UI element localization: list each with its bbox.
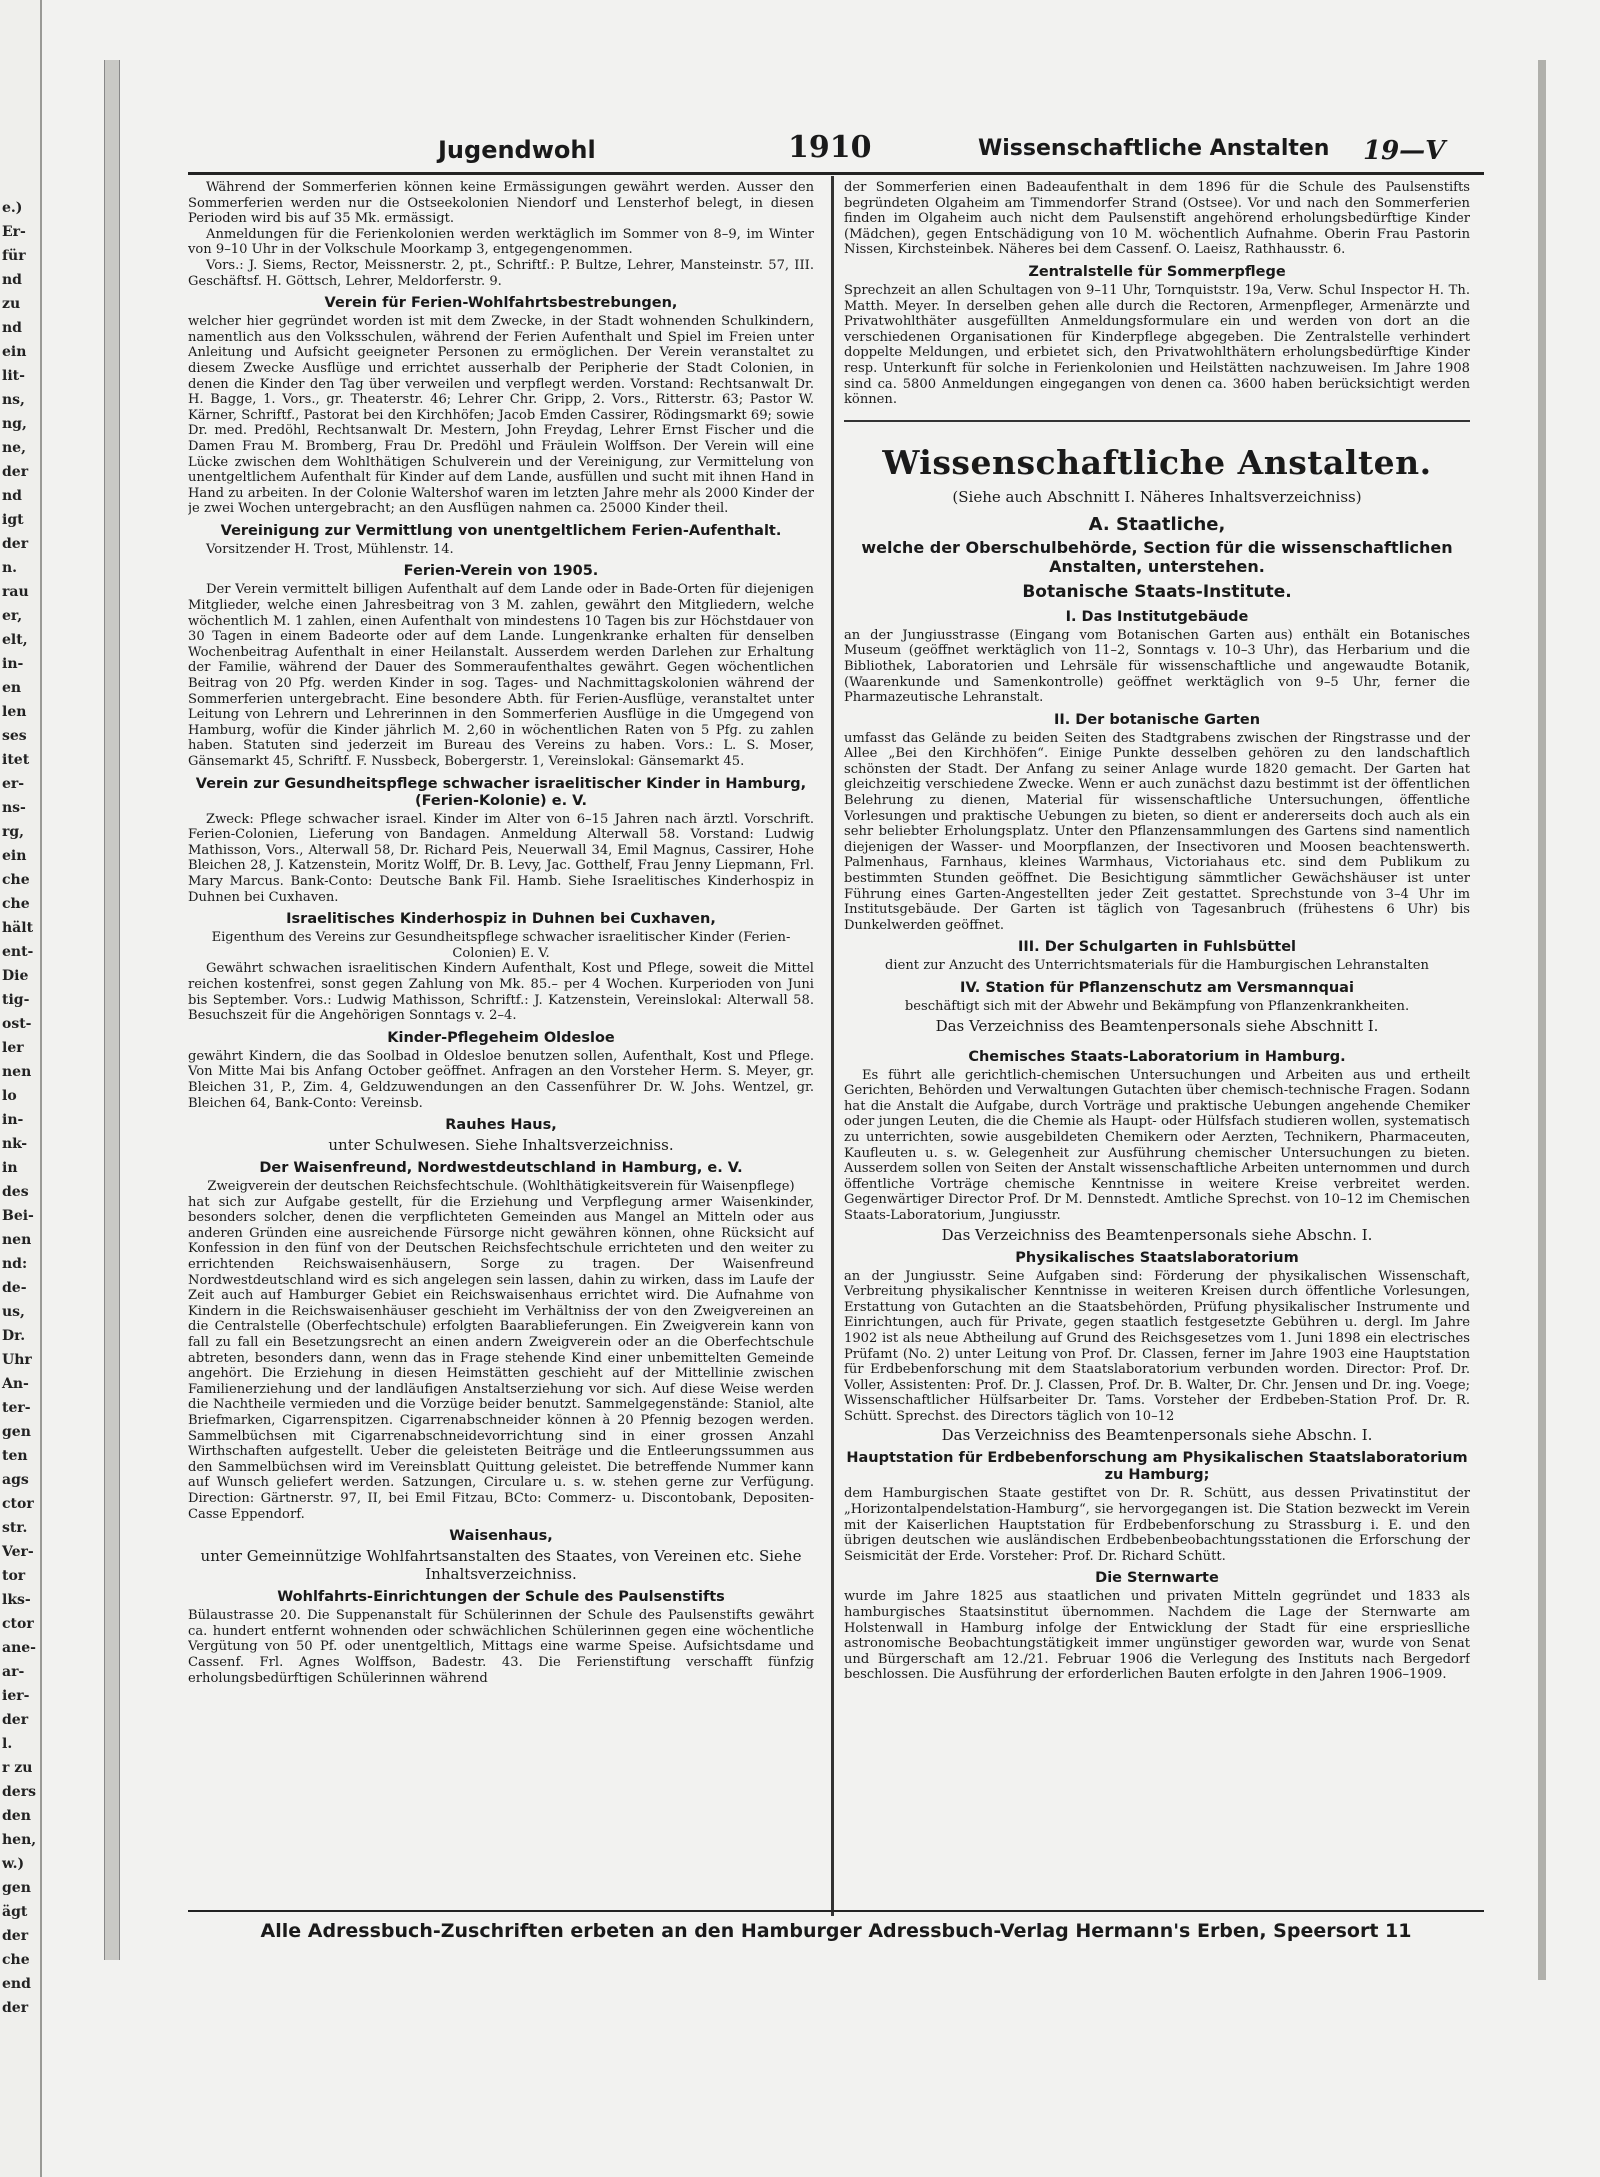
margin-fragment: rg, [2, 824, 25, 840]
margin-fragment: w.) [2, 1856, 25, 1872]
margin-fragment: ier- [2, 1688, 30, 1704]
margin-fragment: Bei- [2, 1208, 34, 1224]
margin-fragment: lks- [2, 1592, 31, 1608]
margin-fragment: che [2, 896, 30, 912]
margin-fragment: lit- [2, 368, 25, 384]
header-year: 1910 [788, 130, 872, 165]
margin-fragment: zu [2, 296, 21, 312]
paragraph: gewährt Kindern, die das Soolbad in Oldesloe benutzen sollen, Aufenthalt, Kost und Pflege. Von Mitte Mai bis Anfang October geöffnet. Anfragen an den Vorsteher Herm. S. Meyer, gr. Bleichen 31, P., Zim. 4, Geldzuwendungen an den Cassenführer Dr. W. Johs. Wentzel, gr. Bleichen 64, Bank-Conto: Vereinsb. [188, 1048, 814, 1111]
page-gutter [104, 60, 120, 1960]
margin-fragment: ter- [2, 1400, 31, 1416]
paragraph: Zweck: Pflege schwacher israel. Kinder im Alter von 6–15 Jahren nach ärztl. Vorschrift. Ferien-Colonien, Lieferung von Bandagen. Anmeldung Alterwall 58. Vorstand: Ludwig Mathisson, Vors., Alterwall 58, Dr. Richard Peis, Neuerwall 34, Emil Magnus, Cassirer, Hohe Bleichen 28, J. Katzenstein, Moritz Wolff, Dr. B. Levy, Jac. Gotthelf, Frau Jenny Liepmann, Frl. Mary Marcus. Bank-Conto: Deutsche Bank Fil. Hamb. Siehe Israelitisches Kinderhospiz in Duhnen bei Cuxhaven. [188, 811, 814, 905]
margin-fragment: lo [2, 1088, 17, 1104]
section-heading: Waisenhaus, [449, 1528, 553, 1545]
cross-reference: Das Verzeichniss des Beamtenpersonals siehe Abschnitt I. [935, 1016, 1379, 1035]
margin-fragment: che [2, 1952, 30, 1968]
main-section-title: Wissenschaftliche Anstalten. [882, 442, 1432, 482]
paragraph: an der Jungiusstrasse (Eingang vom Botanischen Garten aus) enthält ein Botanisches Museum (geöffnet werktäglich von 11–2, Sonntags v. 10–3 Uhr), das Herbarium und die Bibliothek, Laboratorien und Lehrsäle für wissenschaftliche und angewaudte Botanik, (Waarenkunde und Samenkontrolle) geöffnet werktäglich von 9–5 Uhr, ferner die Pharmazeutische Lehranstalt. [844, 627, 1470, 706]
margin-fragment: hält [2, 920, 34, 936]
margin-fragment: in- [2, 1112, 24, 1128]
cross-reference: Das Verzeichniss des Beamtenpersonals siehe Abschn. I. [941, 1225, 1373, 1244]
margin-fragment: ane- [2, 1640, 36, 1656]
margin-fragment: rau [2, 584, 29, 600]
margin-fragment: des [2, 1184, 29, 1200]
section-heading: Ferien-Verein von 1905. [403, 563, 599, 580]
paragraph: Bülaustrasse 20. Die Suppenanstalt für Schülerinnen der Schule des Paulsenstifts gewährt ca. hundert entfernt wohnenden oder schwächlichen Schülerinnen gegen eine wöchentliche Vergütung von 50 Pf. oder unentgeltlich, Mittags eine warme Speise. Aufsichtsdame und Cassenf. Frl. Agnes Wolffson, Badestr. 43. Die Ferienstiftung verschafft fünfzig erholungsbedürftigen Schülerinnen während [188, 1608, 814, 1686]
paragraph: Anmeldungen für die Ferienkolonien werden werktäglich im Sommer von 8–9, im Winter von 9–10 Uhr in der Volkschule Moorkamp 3, entgegengenommen. [188, 226, 814, 258]
cross-reference: Das Verzeichniss des Beamtenpersonals siehe Abschn. I. [941, 1426, 1373, 1445]
adjacent-page-fragment [0, 0, 42, 2177]
header-section-title: Wissenschaftliche Anstalten [978, 136, 1330, 161]
margin-fragment: ne, [2, 440, 26, 456]
section-heading: Wohlfahrts-Einrichtungen der Schule des Paulsenstifts [277, 1589, 725, 1606]
section-heading: Kinder-Pflegeheim Oldesloe [387, 1029, 615, 1046]
section-heading: Hauptstation für Erdbebenforschung am Physikalischen Staatslaboratorium zu Hamburg; [846, 1450, 1468, 1484]
paragraph: Eigenthum des Vereins zur Gesundheitspflege schwacher israelitischer Kinder (Ferien-Colonien) E. V. [211, 930, 791, 961]
margin-fragment: r zu [2, 1760, 33, 1776]
margin-fragment: itet [2, 752, 30, 768]
margin-fragment: ein [2, 848, 27, 864]
paragraph: Gewährt schwachen israelitischen Kindern Aufenthalt, Kost und Pflege, soweit die Mittel reichen kostenfrei, sonst gegen Zahlung von Mk. 85.– per 4 Wochen. Kurperioden von Juni bis September. Vors.: Ludwig Mathisson, Schriftf.: J. Katzenstein, Vereinslokal: Alterwall 58. Besuchszeit für die Angehörigen Sonntags v. 2–4. [188, 961, 814, 1024]
paragraph: dem Hamburgischen Staate gestiftet von Dr. R. Schütt, aus dessen Privatinstitut der „Horizontalpendelstation-Hamburg“, sie hervorgegangen ist. Die Station bezweckt im Verein mit der Kaiserlichen Hauptstation für Erdbebenforschung zu Strassburg i. E. und den übrigen deutschen wie ausländischen Erdbebenbeobachtungsstationen die Erforschung der Seismicität der Erde. Vorsteher: Prof. Dr. Richard Schütt. [844, 1486, 1470, 1564]
margin-fragment: nd [2, 488, 22, 504]
subsection-subtitle: welche der Oberschulbehörde, Section für die wissenschaftlichen Anstalten, unterstehen. [861, 537, 1453, 576]
section-heading: Der Waisenfreund, Nordwestdeutschland in Hamburg, e. V. [259, 1160, 743, 1177]
right-column [844, 180, 1470, 1900]
margin-fragment: ägt [2, 1904, 28, 1920]
margin-fragment: den [2, 1808, 31, 1824]
publisher-footer: Alle Adressbuch-Zuschriften erbeten an den Hamburger Adressbuch-Verlag Hermann's Erben, Speersort 11 [188, 1910, 1484, 1952]
paragraph: Vorsitzender H. Trost, Mühlenstr. 14. [206, 541, 454, 557]
institute-title: Botanische Staats-Institute. [1022, 581, 1292, 602]
document-page [188, 128, 1484, 1998]
margin-fragment: che [2, 872, 30, 888]
margin-fragment: n. [2, 560, 18, 576]
paragraph: Es führt alle gerichtlich-chemischen Untersuchungen und Arbeiten aus und ertheilt Gerichten, Behörden und Verwaltungen Gutachten über chemisch-technische Fragen. Sodann hat die Anstalt die Aufgabe, durch Vorträge und praktische Uebungen angehende Chemiker oder jungen Leuten, die die Chemie als Haupt- oder Hülfsfach studieren wollen, systematisch zu unterrichten, sowie ausgebildeten Chemikern oder Aerzten, Technikern, Pharmaceuten, Kaufleuten u. s. w. Gelegenheit zur Ausführung chemischer Untersuchungen zu bieten. Ausserdem sollen von Seiten der Anstalt wissenschaftliche Arbeiten unternommen und durch öffentliche Vorträge chemische Kenntnisse in weitere Kreise verbreitet werden. Gegenwärtiger Director Prof. Dr M. Dennstedt. Amtliche Sprechst. von 10–12 im Chemischen Staats-Laboratorium, Jungiusstr. [844, 1067, 1470, 1223]
paragraph: an der Jungiusstr. Seine Aufgaben sind: Förderung der physikalischen Wissenschaft, Verbreitung physikalischer Kenntnisse in weiteren Kreisen durch öffentliche Vorlesungen, Erstattung von Gutachten an die Staatsbehörden, Prüfung physikalischer Instrumente und Einrichtungen, auch für Private, gegen staatlich festgesetzte Gebühren u. dergl. Im Jahre 1902 ist als neue Abtheilung auf Grund des Reichsgesetzes vom 1. Juni 1898 ein electrisches Prüfamt (No. 2) unter Leitung von Prof. Dr. Classen, ferner im Jahre 1903 eine Hauptstation für Erdbebenforschung mit dem Staatslaboratorium verbunden worden. Director: Prof. Dr. Voller, Assistenten: Prof. Dr. J. Classen, Prof. Dr. B. Walter, Dr. Chr. Jensen und Dr. ing. Voege; Wissenschaftlicher Hülfsarbeiter Dr. Tams. Vorsteher der Erdbeben-Station Prof. Dr. R. Schütt. Sprechst. des Directors täglich von 10–12 [844, 1268, 1470, 1424]
margin-fragment: nk- [2, 1136, 28, 1152]
paragraph: welcher hier gegründet worden ist mit dem Zwecke, in der Stadt wohnenden Schulkindern, namentlich aus den Volksschulen, während der Ferien Aufenthalt und Spiel im Freien unter Anleitung und Aufsicht geeigneter Personen zu ermöglichen. Der Verein veranstaltet zu diesem Zwecke Ausflüge und errichtet ausserhalb der Peripherie der Stadt Colonien, in denen die Kinder den Tag über verweilen und verpflegt werden. Vorstand: Rechtsanwalt Dr. H. Bagge, 1. Vors., gr. Theaterstr. 46; Lehrer Chr. Gripp, 2. Vors., Ritterstr. 63; Pastor W. Kärner, Schriftf., Pastorat bei den Kirchhöfen; Jacob Emden Cassirer, Rödingsmarkt 69; sowie Dr. med. Predöhl, Rechtsanwalt Dr. Mestern, John Freydag, Lehrer Ernst Fischer und die Damen Frau M. Bromberg, Frau Dr. Predöhl und Fräulein Wolffson. Der Verein will eine Lücke zwischen dem Wohlthätigen Schulverein und der Vereinigung, zur Vermittelung von unentgeltlichem Aufenthalt für Kinder auf dem Lande, ausfüllen und sucht mit ihnen Hand in Hand zu arbeiten. In der Colonie Waltershof waren im letzten Jahre mehr als 2000 Kinder der je zwei Wochen untergebracht; an den Ausflügen nahmen ca. 25000 Kinder theil. [188, 314, 814, 517]
section-heading: Die Sternwarte [1095, 1570, 1219, 1587]
paragraph: wurde im Jahre 1825 aus staatlichen und privaten Mitteln gegründet und 1833 als hamburgisches Staatsinstitut übernommen. Nachdem die Lage der Sternwarte am Holstenwall in Hamburg infolge der Entwicklung der Stadt für eine ersprieslliche astronomische Beobachtungstätigkeit immer ungünstiger geworden war, wurde von Senat und Bürgerschaft am 12./21. Februar 1906 die Verlegung des Instituts nach Bergedorf beschlossen. Die Ausführung der erforderlichen Bauten erfolgte in den Jahren 1906–1909. [844, 1589, 1470, 1683]
margin-fragment: in- [2, 656, 24, 672]
margin-fragment: ler [2, 1040, 24, 1056]
paragraph: hat sich zur Aufgabe gestellt, für die Erziehung und Verpflegung armer Waisenkinder, besonders solcher, denen die verpflichteten Gemeinden aus Mangel an Mitteln oder aus anderen Gründen eine ausreichende Fürsorge nicht gewähren können, ohne Rücksicht auf Konfession in den fünf von der Deutschen Reichsfechtschule errichteten und den weiter zu errichtenden Reichswaisenhäusern, Sorge zu tragen. Der Waisenfreund Nordwestdeutschland wird es sich angelegen sein lassen, dahin zu wirken, dass im Laufe der Zeit auch auf Hamburger Gebiet ein Reichswaisenhaus errichtet wird. Die Aufnahme von Kindern in die Reichswaisenhäuser geschieht im Verhältniss der von den Zweigvereinen an die Centralstelle (Oberfechtschule) erfolgten Baarablieferungen. Ein Zweigverein kann von fall zu fall ein Besetzungsrecht an einen andern Zweigverein oder an die Oberfechtschule abtreten, besonders dann, wenn das in Frage stehende Kind einer unbemittelten Gemeinde angehört. Die Erziehung in diesen Heimstätten geschieht auf der Mittellinie zwischen Familienerziehung und der landläufigen Anstaltserziehung vor sich. Auf diese Weise werden die Nachtheile vermieden und die Vorzüge beider benutzt. Sammelgegenstände: Staniol, alte Briefmarken, Cigarrenspitzen. Cigarrenabschneider können à 20 Pfennig bezogen werden. Sammelbüchsen mit Cigarrenabschneidevorrichtung sind in einer grossen Anzahl Wirthschaften aufgestellt. Ueber die geleisteten Beiträge und die Entleerungssummen aus den Sammelbüchsen wird im Vereinsblatt Quittung geleistet. Die betreffende Nummer kann auf Wunsch geliefert werden. Satzungen, Circulare u. s. w. stehen gerne zur Verfügung. Direction: Gärtnerstr. 97, II, bei Emil Fitzau, BCto: Commerz- u. Discontobank, Depositen-Casse Eppendorf. [188, 1194, 814, 1522]
header-left-title: Jugendwohl [438, 136, 596, 164]
margin-fragment: ders [2, 1784, 36, 1800]
margin-fragment: l. [2, 1736, 13, 1752]
section-heading: Zentralstelle für Sommerpflege [1028, 263, 1286, 280]
margin-fragment: len [2, 704, 27, 720]
margin-fragment: ng, [2, 416, 27, 432]
header-page-number: 19—V [1363, 136, 1446, 166]
margin-fragment: e.) [2, 200, 23, 216]
page-edge [1538, 60, 1546, 1980]
margin-fragment: nd [2, 272, 22, 288]
margin-fragment: er- [2, 776, 25, 792]
paragraph: Der Verein vermittelt billigen Aufenthalt auf dem Lande oder in Bade-Orten für diejenigen Mitglieder, welche einen Jahresbeitrag von 3 M. zahlen, gewährt den Mitgliedern, welche wöchentlich M. 1 zahlen, einen Aufenthalt von mindestens 10 Tagen bis zur Höchstdauer von 30 Tagen in einem Badeorte oder auf dem Lande. Lungenkranke erhalten für denselben Wochenbeitrag Aufenthalt in einer Heilanstalt. Ausserdem werden Darlehen zur Erhaltung der Familie, während der Dauer des Sommeraufenthaltes gewährt. Gegen wöchentlichen Beitrag von 20 Pfg. werden Kinder in sog. Tages- und Nachmittagskolonien während der Sommerferien untergebracht. Eine besondere Abth. für Ferien-Ausflüge, veranstaltet unter Leitung von Lehrern und Lehrerinnen in den Sommerferien Ausflüge in die Umgegend von Hamburg, wofür die Kinder jährlich M. 2,60 in wöchentlichen Raten von 5 Pfg. zu zahlen haben. Statuten sind jederzeit im Bureau des Vereins zu haben. Vors.: L. S. Moser, Gänsemarkt 45, Schriftf. F. Nussbeck, Bobergerstr. 1, Vereinslokal: Gänsemarkt 45. [188, 582, 814, 769]
section-divider [844, 420, 1470, 422]
section-heading: Israelitisches Kinderhospiz in Duhnen bei Cuxhaven, [286, 911, 716, 928]
margin-fragment: str. [2, 1520, 28, 1536]
margin-fragment: hen, [2, 1832, 37, 1848]
cross-reference: unter Gemeinnützige Wohlfahrtsanstalten des Staates, von Vereinen etc. Siehe Inhaltsverzeichniss. [200, 1547, 802, 1584]
margin-fragment: ent- [2, 944, 34, 960]
margin-fragment: gen [2, 1424, 31, 1440]
section-note: (Siehe auch Abschnitt I. Näheres Inhaltsverzeichniss) [952, 487, 1362, 506]
margin-fragment: tig- [2, 992, 30, 1008]
margin-fragment: gen [2, 1880, 31, 1896]
margin-fragment: Dr. [2, 1328, 26, 1344]
margin-fragment: Er- [2, 224, 26, 240]
section-heading: Verein für Ferien-Wohlfahrtsbestrebungen, [324, 295, 678, 312]
margin-fragment: igt [2, 512, 24, 528]
margin-fragment: ein [2, 344, 27, 360]
margin-fragment: ten [2, 1448, 28, 1464]
paragraph: beschäftigt sich mit der Abwehr und Bekämpfung von Pflanzenkrankheiten. [904, 999, 1410, 1014]
paragraph: Während der Sommerferien können keine Ermässigungen gewährt werden. Ausser den Sommerferien werden nur die Ostseekolonien Niendorf und Lensterhof belegt, in diesen Perioden wird bis auf 35 Mk. ermässigt. [188, 180, 814, 227]
subsection-title: A. Staatliche, [1088, 513, 1226, 535]
margin-fragment: der [2, 536, 29, 552]
margin-fragment: ost- [2, 1016, 32, 1032]
section-heading: Verein zur Gesundheitspflege schwacher israelitischer Kinder in Hamburg, (Ferien-Kolonie) e. V. [195, 775, 807, 809]
margin-fragment: de- [2, 1280, 27, 1296]
margin-fragment: An- [2, 1376, 29, 1392]
margin-fragment: tor [2, 1568, 26, 1584]
margin-fragment: ns, [2, 392, 25, 408]
margin-fragment: der [2, 1712, 29, 1728]
section-heading: II. Der botanische Garten [1053, 711, 1261, 728]
margin-fragment: in [2, 1160, 18, 1176]
margin-fragment: Uhr [2, 1352, 32, 1368]
margin-fragment: ctor [2, 1616, 34, 1632]
paragraph: Zweigverein der deutschen Reichsfechtschule. (Wohlthätigkeitsverein für Waisenpflege) [207, 1179, 795, 1195]
margin-fragment: Ver- [2, 1544, 34, 1560]
cross-reference: unter Schulwesen. Siehe Inhaltsverzeichniss. [328, 1136, 674, 1155]
margin-fragment: end [2, 1976, 31, 1992]
column-divider [831, 176, 834, 1916]
margin-fragment: nd [2, 320, 22, 336]
margin-fragment: ses [2, 728, 27, 744]
margin-fragment: us, [2, 1304, 25, 1320]
margin-fragment: nen [2, 1232, 32, 1248]
paragraph: der Sommerferien einen Badeaufenthalt in dem 1896 für die Schule des Paulsenstifts begründeten Olgaheim am Timmendorfer Strand (Ostsee). Vor und nach den Sommerferien finden im Olgaheim auch nicht dem Paulsenstift angehörend erholungsbedürftige Kinder (Mädchen), gegen Entschädigung von 10 M. wöchentlich Aufnahme. Oberin Frau Pastorin Nissen, Kirchsteinbek. Näheres bei dem Cassenf. O. Laeisz, Rathhausstr. 6. [844, 180, 1470, 258]
margin-fragment: ags [2, 1472, 29, 1488]
left-column [188, 180, 814, 1900]
margin-fragment: nd: [2, 1256, 28, 1272]
margin-fragment: ar- [2, 1664, 25, 1680]
margin-fragment: der [2, 464, 29, 480]
section-heading: Chemisches Staats-Laboratorium in Hamburg. [968, 1048, 1346, 1065]
section-heading: Vereinigung zur Vermittlung von unentgeltlichem Ferien-Aufenthalt. [220, 522, 782, 539]
margin-fragment: der [2, 2000, 29, 2016]
margin-fragment: elt, [2, 632, 28, 648]
paragraph: dient zur Anzucht des Unterrichtsmaterials für die Hamburgischen Lehranstalten [885, 958, 1429, 974]
running-header [188, 128, 1484, 175]
margin-fragment: ns- [2, 800, 26, 816]
section-heading: IV. Station für Pflanzenschutz am Versmannquai [960, 980, 1354, 996]
margin-fragment: der [2, 1928, 29, 1944]
section-heading: Rauhes Haus, [445, 1117, 557, 1134]
margin-fragment: en [2, 680, 22, 696]
margin-fragment: Die [2, 968, 29, 984]
margin-fragment: für [2, 248, 26, 264]
paragraph: umfasst das Gelände zu beiden Seiten des Stadtgrabens zwischen der Ringstrasse und der Allee „Bei den Kirchhöfen“. Einige Punkte desselben gehören zu den landschaftlich schönsten der Stadt. Der Anfang zu seiner Anlage wurde 1820 gemacht. Der Garten hat gleichzeitig verschiedene Zwecke. Wenn er auch zunächst dazu bestimmt ist der öffentlichen Belehrung zu dienen, Material für wissenschaftliche Untersuchungen, öffentliche Vorlesungen und praktische Uebungen zu bieten, so dient er andererseits doch auch als ein sehr beliebter Erholungsplatz. Unter den Pflanzensammlungen des Gartens sind namentlich diejenigen der Wasser- und Moorpflanzen, der Insectivoren und Moosen beachtenswerth. Palmenhaus, Farnhaus, kleines Warmhaus, Victoriahaus etc. sind dem Publikum zu bestimmten Stunden geöffnet. Die Besichtigung sämmtlicher Gewächshäuser ist unter Führung eines Garten-Angestellten jeder Zeit gestattet. Sprechstunde von 3–4 Uhr im Institutsgebäude. Der Garten ist täglich von Tagesanbruch (frühestens 6 Uhr) bis Dunkelwerden geöffnet. [844, 730, 1470, 933]
section-heading: I. Das Institutgebäude [1065, 608, 1249, 625]
section-heading: Physikalisches Staatslaboratorium [1015, 1249, 1299, 1266]
paragraph: Sprechzeit an allen Schultagen von 9–11 Uhr, Tornquiststr. 19a, Verw. Schul Inspector H. Th. Matth. Meyer. In derselben gehen alle durch die Rectoren, Armenpfleger, Armenärzte und Privatwohlthäter ausgefüllten Anmeldungsformulare ein und werden von dort an die verschiedenen Organisationen für Kinderpflege abgegeben. Die Zentralstelle verhindert doppelte Meldungen, und erbietet sich, den Privatwohlthätern erholungsbedürftige Kinder resp. Unterkunft für solche in Ferienkolonien und Heilstätten nachzuweisen. Im Jahre 1908 sind ca. 5800 Anmeldungen eingegangen von denen ca. 3600 haben berücksichtigt werden können. [844, 282, 1470, 408]
paragraph: Vors.: J. Siems, Rector, Meissnerstr. 2, pt., Schriftf.: P. Bultze, Lehrer, Mansteinstr. 57, III. Geschäftsf. H. Göttsch, Lehrer, Meldorferstr. 9. [188, 257, 814, 289]
margin-fragment: ctor [2, 1496, 34, 1512]
margin-fragment: er, [2, 608, 23, 624]
margin-fragment: nen [2, 1064, 32, 1080]
section-heading: III. Der Schulgarten in Fuhlsbüttel [1017, 939, 1297, 956]
